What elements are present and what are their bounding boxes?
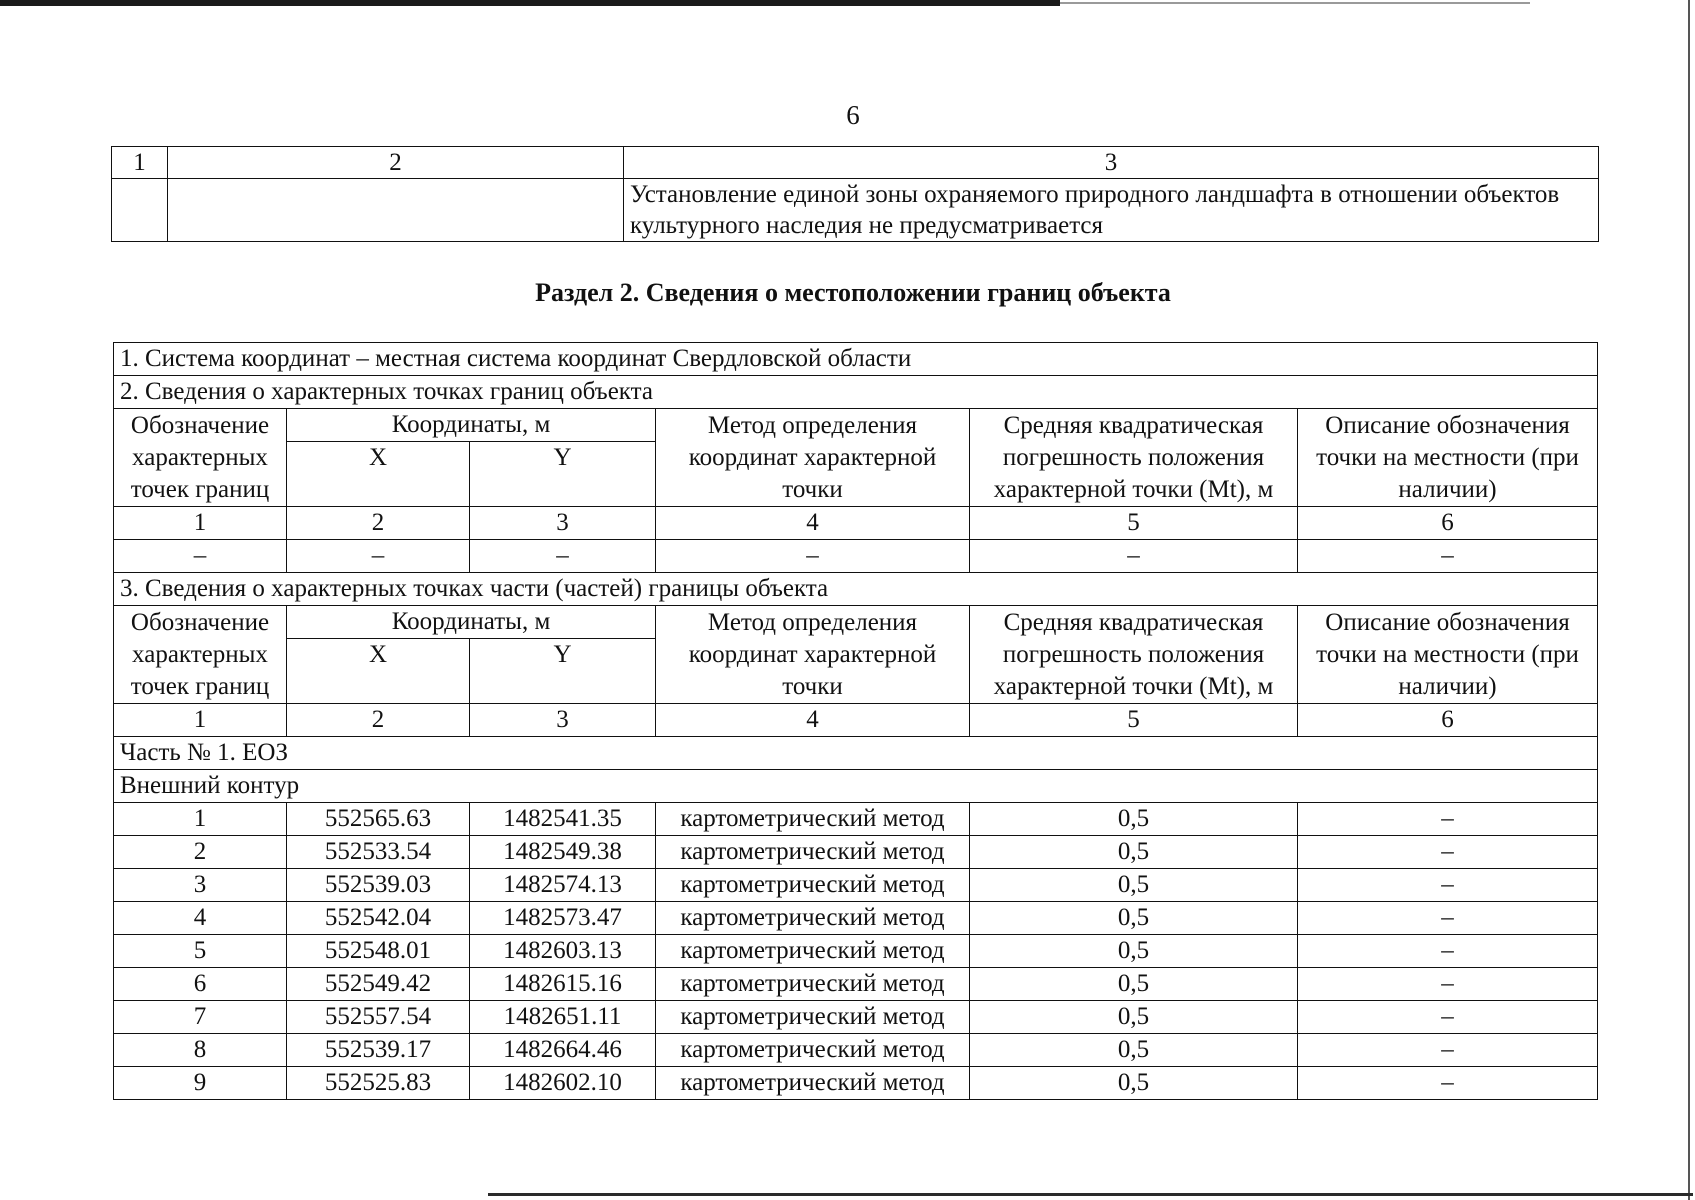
method: картометрический метод	[656, 836, 970, 869]
header-error: Средняя квадратическая погрешность положения характерной точки (Mt), м	[970, 606, 1298, 704]
table-row	[114, 343, 1598, 376]
col-number: 1	[114, 507, 287, 540]
coord-x: 552533.54	[287, 836, 470, 869]
section-3-title: 3. Сведения о характерных точках части (частей) границы объекта	[114, 573, 1598, 606]
header-designation: Обозначение характерных точек границ	[114, 606, 287, 704]
col-number: 6	[1298, 507, 1598, 540]
table-row	[114, 803, 1598, 836]
point-id: 2	[114, 836, 287, 869]
coord-system-row: 1. Система координат – местная система координат Свердловской области	[114, 343, 1598, 376]
table-cell	[168, 179, 624, 242]
coord-x: 552548.01	[287, 935, 470, 968]
coord-y: 1482615.16	[470, 968, 656, 1001]
table-row	[114, 770, 1598, 803]
table-cell: –	[470, 540, 656, 573]
coord-y: 1482541.35	[470, 803, 656, 836]
description: –	[1298, 1067, 1598, 1100]
coord-x: 552539.03	[287, 869, 470, 902]
coord-y: 1482602.10	[470, 1067, 656, 1100]
description: –	[1298, 902, 1598, 935]
mean-error: 0,5	[970, 968, 1298, 1001]
coord-x: 552565.63	[287, 803, 470, 836]
table-cell: –	[656, 540, 970, 573]
header-coordinates: Координаты, м	[287, 409, 656, 442]
col-number: 1	[114, 704, 287, 737]
point-id: 7	[114, 1001, 287, 1034]
description: –	[1298, 968, 1598, 1001]
table-row	[114, 869, 1598, 902]
table-row	[114, 1034, 1598, 1067]
col-number: 3	[624, 147, 1599, 179]
col-number: 4	[656, 507, 970, 540]
coord-y: 1482573.47	[470, 902, 656, 935]
points-body	[114, 803, 1598, 1100]
contour-label: Внешний контур	[114, 770, 1598, 803]
header-y: Y	[470, 639, 656, 704]
table-row	[114, 1067, 1598, 1100]
method: картометрический метод	[656, 902, 970, 935]
header-designation: Обозначение характерных точек границ	[114, 409, 287, 507]
header-y: Y	[470, 442, 656, 507]
coord-y: 1482664.46	[470, 1034, 656, 1067]
coord-x: 552549.42	[287, 968, 470, 1001]
part-label: Часть № 1. ЕОЗ	[114, 737, 1598, 770]
col-number: 2	[287, 507, 470, 540]
description: –	[1298, 1034, 1598, 1067]
description: –	[1298, 935, 1598, 968]
coord-x: 552542.04	[287, 902, 470, 935]
col-number-row	[114, 704, 1598, 737]
zone-note: Установление единой зоны охраняемого природного ландшафта в отношении объектов культурного наследия не предусматривается	[624, 179, 1599, 242]
table-row	[114, 737, 1598, 770]
section-title: Раздел 2. Сведения о местоположении границ объекта	[535, 278, 1171, 307]
point-id: 4	[114, 902, 287, 935]
point-id: 6	[114, 968, 287, 1001]
method: картометрический метод	[656, 803, 970, 836]
table-row	[114, 968, 1598, 1001]
table-row	[114, 902, 1598, 935]
section-2-title: 2. Сведения о характерных точках границ объекта	[114, 376, 1598, 409]
col-number: 1	[112, 147, 168, 179]
method: картометрический метод	[656, 968, 970, 1001]
mean-error: 0,5	[970, 1067, 1298, 1100]
empty-row	[114, 540, 1598, 573]
header-row	[114, 606, 1598, 639]
mean-error: 0,5	[970, 836, 1298, 869]
header-method: Метод определения координат характерной точки	[656, 606, 970, 704]
header-x: X	[287, 442, 470, 507]
header-method: Метод определения координат характерной точки	[656, 409, 970, 507]
mean-error: 0,5	[970, 935, 1298, 968]
description: –	[1298, 803, 1598, 836]
coord-y: 1482549.38	[470, 836, 656, 869]
method: картометрический метод	[656, 1001, 970, 1034]
table-row	[114, 935, 1598, 968]
coord-x: 552557.54	[287, 1001, 470, 1034]
point-id: 8	[114, 1034, 287, 1067]
scan-edge-bottom	[488, 1193, 1693, 1196]
table-row	[112, 147, 1599, 179]
table-row	[114, 573, 1598, 606]
table-cell	[112, 179, 168, 242]
description: –	[1298, 1001, 1598, 1034]
coord-y: 1482603.13	[470, 935, 656, 968]
col-number: 3	[470, 704, 656, 737]
table-row	[114, 376, 1598, 409]
mean-error: 0,5	[970, 1034, 1298, 1067]
col-number: 3	[470, 507, 656, 540]
col-number: 2	[287, 704, 470, 737]
header-description: Описание обозначения точки на местности (при наличии)	[1298, 409, 1598, 507]
table-cell: –	[287, 540, 470, 573]
scan-edge-top	[0, 0, 1060, 6]
header-coordinates: Координаты, м	[287, 606, 656, 639]
method: картометрический метод	[656, 1067, 970, 1100]
table-row	[114, 1001, 1598, 1034]
header-x: X	[287, 639, 470, 704]
table-cell: –	[1298, 540, 1598, 573]
coord-x: 552525.83	[287, 1067, 470, 1100]
table-row	[114, 836, 1598, 869]
mean-error: 0,5	[970, 869, 1298, 902]
continuation-table	[111, 146, 1599, 242]
point-id: 5	[114, 935, 287, 968]
boundary-points-table	[113, 342, 1598, 1100]
point-id: 9	[114, 1067, 287, 1100]
scan-edge-right	[1688, 0, 1690, 1200]
point-id: 3	[114, 869, 287, 902]
mean-error: 0,5	[970, 1001, 1298, 1034]
page-number: 6	[846, 100, 860, 130]
coord-x: 552539.17	[287, 1034, 470, 1067]
coord-y: 1482574.13	[470, 869, 656, 902]
col-number-row	[114, 507, 1598, 540]
scan-edge-top-thin	[1060, 2, 1530, 4]
table-cell: –	[114, 540, 287, 573]
table-cell: –	[970, 540, 1298, 573]
mean-error: 0,5	[970, 803, 1298, 836]
col-number: 6	[1298, 704, 1598, 737]
header-error: Средняя квадратическая погрешность положения характерной точки (Mt), м	[970, 409, 1298, 507]
col-number: 5	[970, 704, 1298, 737]
method: картометрический метод	[656, 869, 970, 902]
col-number: 5	[970, 507, 1298, 540]
method: картометрический метод	[656, 1034, 970, 1067]
header-row	[114, 409, 1598, 442]
mean-error: 0,5	[970, 902, 1298, 935]
method: картометрический метод	[656, 935, 970, 968]
header-description: Описание обозначения точки на местности (при наличии)	[1298, 606, 1598, 704]
table-row	[112, 179, 1599, 242]
point-id: 1	[114, 803, 287, 836]
description: –	[1298, 836, 1598, 869]
col-number: 4	[656, 704, 970, 737]
col-number: 2	[168, 147, 624, 179]
description: –	[1298, 869, 1598, 902]
coord-y: 1482651.11	[470, 1001, 656, 1034]
